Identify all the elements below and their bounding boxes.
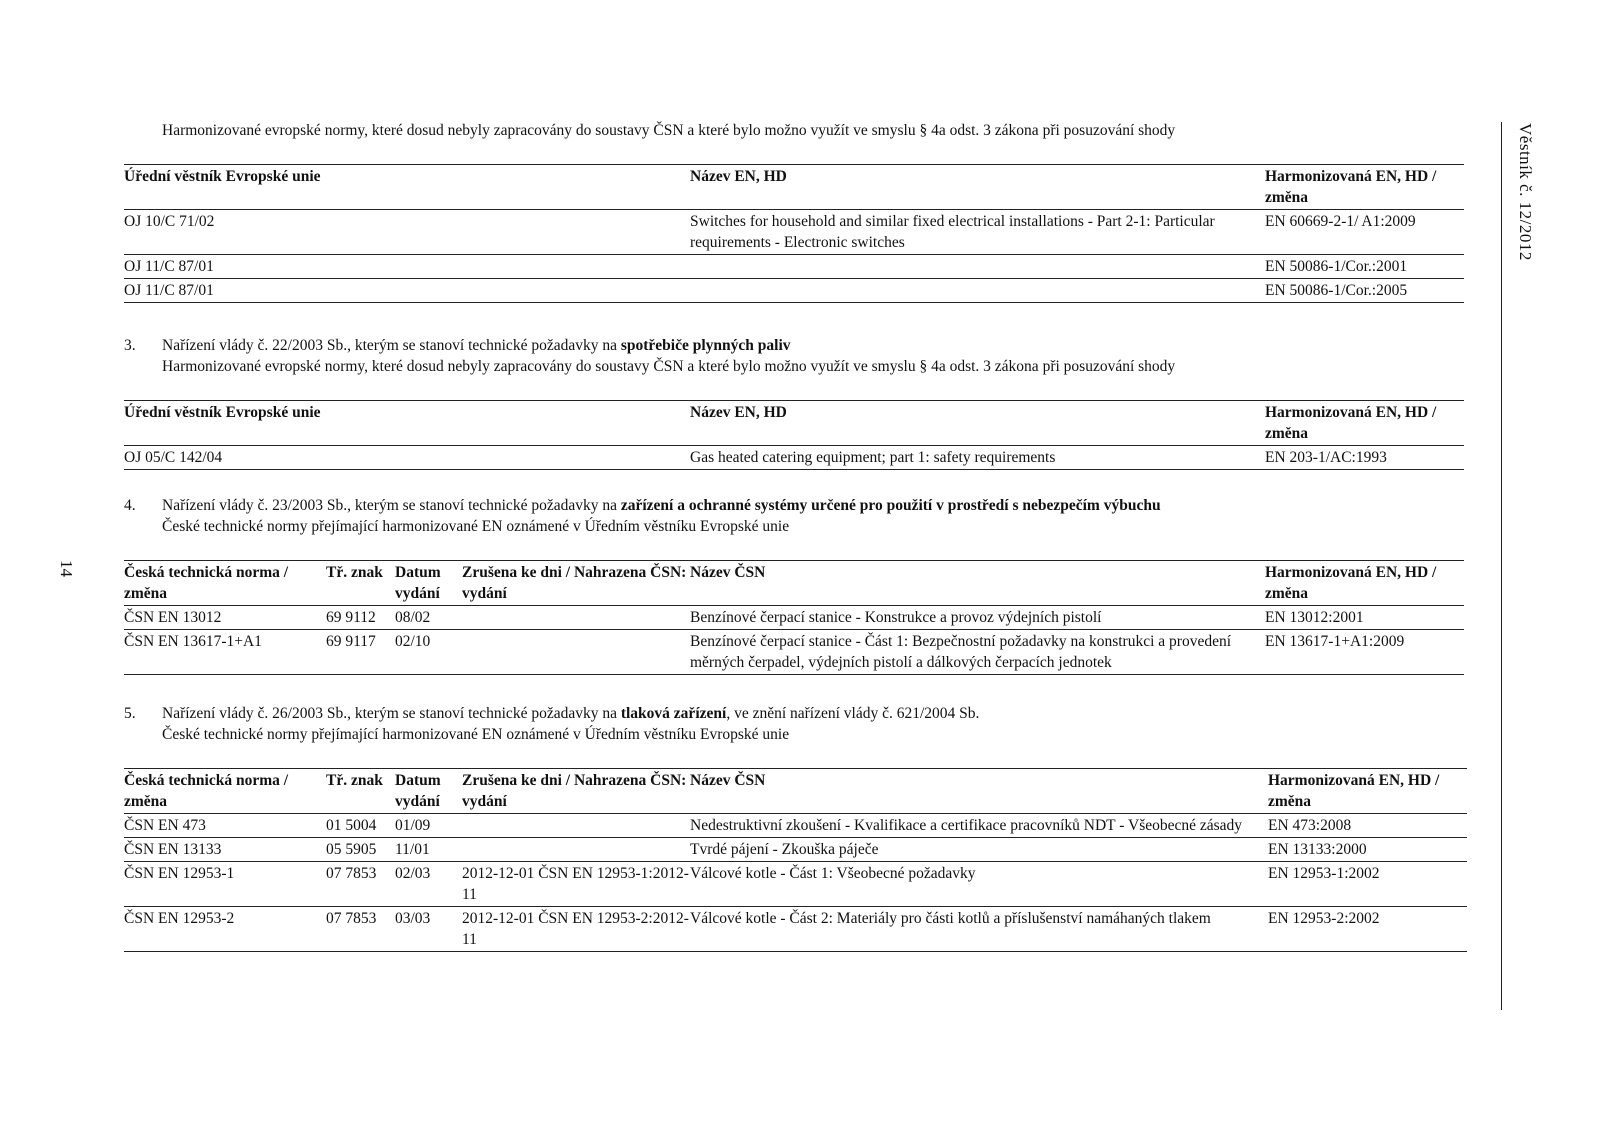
cell-date: 11/01 — [395, 841, 430, 858]
table-row — [124, 630, 1464, 675]
col-header-oj: Úřední věstník Evropské unie — [124, 404, 321, 421]
cell-title: Benzínové čerpací stanice - Konstrukce a provoz výdejních pistolí — [690, 609, 1102, 626]
cell-cancelled — [462, 606, 690, 630]
cell-harmonized: EN 12953-2:2002 — [1268, 910, 1380, 927]
cell-class: 07 7853 — [326, 910, 377, 927]
cell-csn: ČSN EN 13617-1+A1 — [124, 633, 262, 650]
table-header-row — [124, 165, 1464, 210]
cell-title: Benzínové čerpací stanice - Část 1: Bezpečnostní požadavky na konstrukci a provedení měrných čerpadel, výdejních pistolí a dálkových čerpacích jednotek — [690, 633, 1232, 671]
section-title: Nařízení vlády č. 23/2003 Sb., kterým se stanoví technické požadavky na zařízení a ochranné systémy určené pro použití v prostředí s nebezpečím výbuchu — [162, 497, 1161, 514]
cell-harmonized: EN 50086-1/Cor.:2005 — [1265, 282, 1408, 299]
cell-csn: ČSN EN 12953-1 — [124, 865, 235, 882]
cell-name: Gas heated catering equipment; part 1: safety requirements — [690, 449, 1056, 466]
col-header-title: Název ČSN — [690, 564, 766, 581]
cell-csn: ČSN EN 473 — [124, 817, 206, 834]
cell-harmonized: EN 473:2008 — [1268, 817, 1352, 834]
intro-block — [124, 120, 1464, 141]
section-3-heading — [124, 335, 1464, 377]
cell-date: 01/09 — [395, 817, 431, 834]
cell-title: Válcové kotle - Část 2: Materiály pro části kotlů a příslušenství namáhaných tlakem — [690, 910, 1211, 927]
section-title: Nařízení vlády č. 26/2003 Sb., kterým se stanoví technické požadavky na tlaková zařízení, ve znění nařízení vlády č. 621/2004 Sb. — [162, 705, 980, 722]
cell-oj: OJ 05/C 142/04 — [124, 449, 223, 466]
cell-date: 03/03 — [395, 910, 431, 927]
table-row — [124, 838, 1467, 862]
cell-cancelled: 2012-12-01 ČSN EN 12953-1:2012-11 — [462, 865, 689, 903]
section-5-heading — [124, 703, 1464, 745]
cell-date: 08/02 — [395, 609, 431, 626]
section-number: 4. — [124, 497, 136, 514]
table-header-row — [124, 769, 1467, 814]
section-4-heading — [124, 495, 1464, 537]
table-csn-2 — [124, 768, 1467, 952]
section-title: Nařízení vlády č. 22/2003 Sb., kterým se stanoví technické požadavky na spotřebiče plynných paliv — [162, 337, 791, 354]
cell-class: 69 9117 — [326, 633, 376, 650]
col-header-oj: Úřední věstník Evropské unie — [124, 168, 321, 185]
col-header-harmonized: Harmonizovaná EN, HD / změna — [1265, 564, 1437, 602]
table-csn-1 — [124, 560, 1464, 675]
col-header-cancelled: Zrušena ke dni / Nahrazena ČSN: vydání — [462, 772, 687, 810]
cell-name — [690, 255, 1265, 279]
cell-harmonized: EN 13617-1+A1:2009 — [1265, 633, 1405, 650]
cell-oj: OJ 11/C 87/01 — [124, 258, 214, 275]
table-row — [124, 446, 1464, 470]
cell-date: 02/10 — [395, 633, 431, 650]
section-number: 3. — [124, 337, 136, 354]
col-header-class: Tř. znak — [326, 564, 383, 581]
col-header-csn: Česká technická norma / změna — [124, 564, 289, 602]
cell-harmonized: EN 13012:2001 — [1265, 609, 1364, 626]
section-subtitle: České technické normy přejímající harmonizované EN oznámené v Úředním věstníku Evropské unie — [162, 518, 790, 535]
cell-cancelled — [462, 814, 690, 838]
col-header-name: Název EN, HD — [690, 168, 787, 185]
cell-date: 02/03 — [395, 865, 431, 882]
cell-title: Válcové kotle - Část 1: Všeobecné požadavky — [690, 865, 976, 882]
cell-csn: ČSN EN 13012 — [124, 609, 222, 626]
table-row — [124, 606, 1464, 630]
cell-class: 01 5004 — [326, 817, 377, 834]
cell-class: 05 5905 — [326, 841, 377, 858]
cell-csn: ČSN EN 12953-2 — [124, 910, 235, 927]
col-header-harmonized: Harmonizovaná EN, HD / změna — [1268, 772, 1440, 810]
table-header-row — [124, 561, 1464, 606]
cell-cancelled — [462, 630, 690, 675]
table-row — [124, 279, 1464, 303]
cell-cancelled — [462, 838, 690, 862]
cell-harmonized: EN 203-1/AC:1993 — [1265, 449, 1387, 466]
col-header-csn: Česká technická norma / změna — [124, 772, 289, 810]
table-row — [124, 255, 1464, 279]
col-header-class: Tř. znak — [326, 772, 383, 789]
col-header-name: Název EN, HD — [690, 404, 787, 421]
table-row — [124, 907, 1467, 952]
table-row — [124, 210, 1464, 255]
cell-harmonized: EN 13133:2000 — [1268, 841, 1367, 858]
col-header-date: Datum vydání — [395, 772, 441, 810]
intro-text: Harmonizované evropské normy, které dosud nebyly zapracovány do soustavy ČSN a které bylo možno využít ve smyslu § 4a odst. 3 zákona při posuzování shody — [162, 122, 1176, 139]
side-rule — [1501, 122, 1502, 1010]
col-header-title: Název ČSN — [690, 772, 766, 789]
table-header-row — [124, 401, 1464, 446]
cell-cancelled: 2012-12-01 ČSN EN 12953-2:2012-11 — [462, 910, 689, 948]
table-oj-2 — [124, 400, 1464, 470]
cell-title: Nedestruktivní zkoušení - Kvalifikace a certifikace pracovníků NDT - Všeobecné zásady — [690, 817, 1243, 834]
table-row — [124, 814, 1467, 838]
section-subtitle: České technické normy přejímající harmonizované EN oznámené v Úředním věstníku Evropské unie — [162, 726, 790, 743]
cell-oj: OJ 10/C 71/02 — [124, 213, 215, 230]
cell-harmonized: EN 12953-1:2002 — [1268, 865, 1380, 882]
cell-title: Tvrdé pájení - Zkouška páječe — [690, 841, 879, 858]
cell-name — [690, 279, 1265, 303]
section-number: 5. — [124, 705, 136, 722]
journal-issue-title: Věstník č. 12/2012 — [1516, 123, 1535, 261]
col-header-harmonized: Harmonizovaná EN, HD / změna — [1265, 404, 1437, 442]
col-header-date: Datum vydání — [395, 564, 441, 602]
cell-class: 07 7853 — [326, 865, 377, 882]
cell-harmonized: EN 60669-2-1/ A1:2009 — [1265, 213, 1416, 230]
table-oj-1 — [124, 164, 1464, 303]
col-header-cancelled: Zrušena ke dni / Nahrazena ČSN: vydání — [462, 564, 687, 602]
col-header-harmonized: Harmonizovaná EN, HD / změna — [1265, 168, 1437, 206]
section-subtitle: Harmonizované evropské normy, které dosud nebyly zapracovány do soustavy ČSN a které bylo možno využít ve smyslu § 4a odst. 3 zákona při posuzování shody — [162, 358, 1176, 375]
table-row — [124, 862, 1467, 907]
cell-csn: ČSN EN 13133 — [124, 841, 222, 858]
page-number: 14 — [57, 560, 76, 577]
cell-class: 69 9112 — [326, 609, 376, 626]
cell-oj: OJ 11/C 87/01 — [124, 282, 214, 299]
cell-harmonized: EN 50086-1/Cor.:2001 — [1265, 258, 1408, 275]
cell-name: Switches for household and similar fixed electrical installations - Part 2-1: Particular requirements - Electronic switches — [690, 213, 1215, 251]
